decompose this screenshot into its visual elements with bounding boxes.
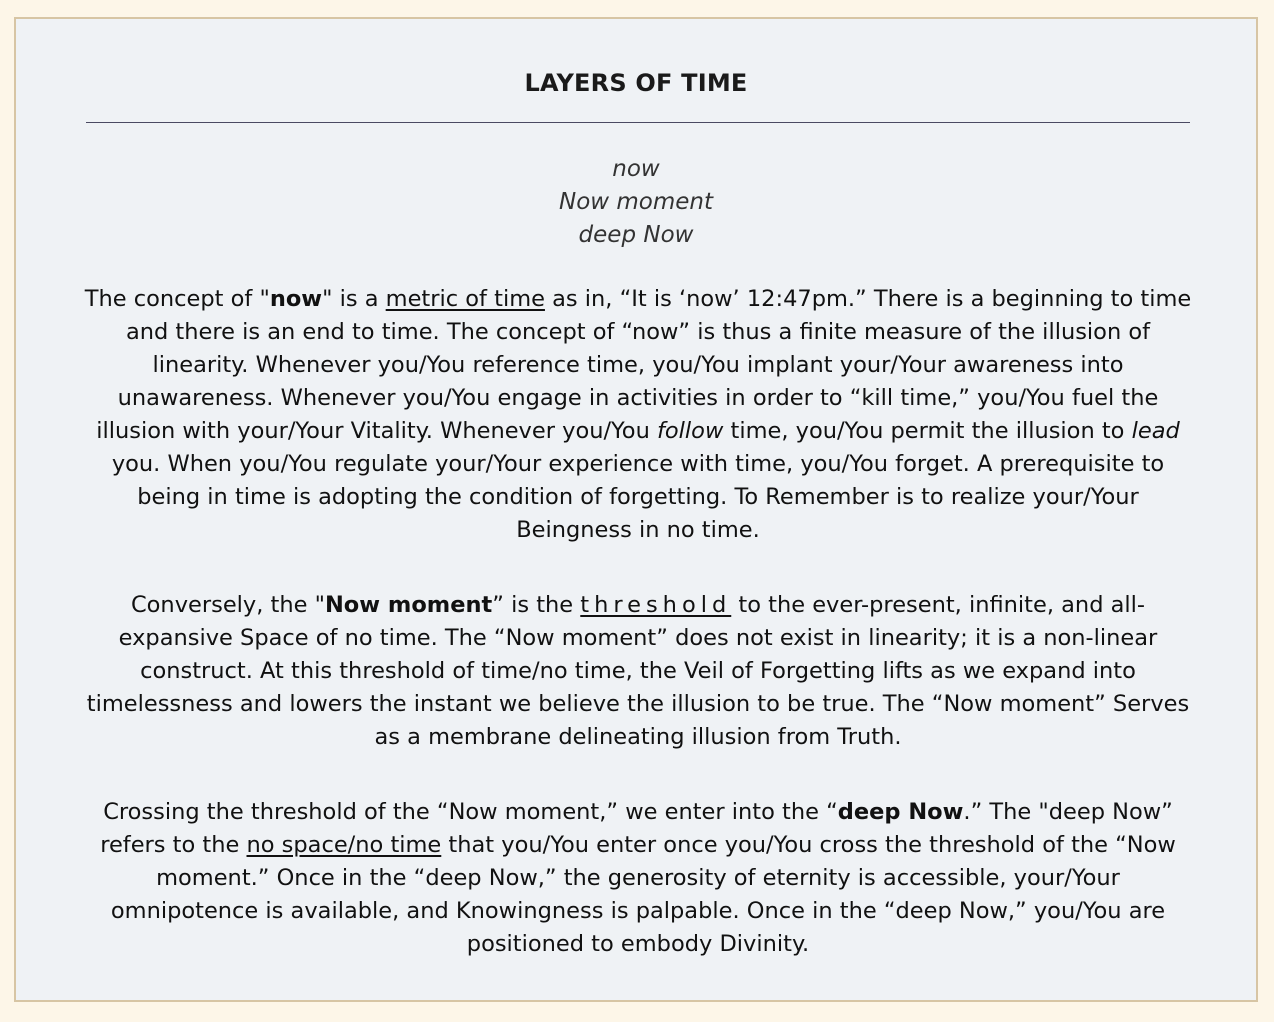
page-title: LAYERS OF TIME: [524, 69, 748, 97]
paragraph-text: .” The "deep Now” refers to the: [100, 799, 1173, 858]
subtitle-deep-now: deep Now: [578, 222, 694, 248]
paragraph-text: The concept of ": [84, 286, 270, 312]
paragraph-text: Crossing the threshold of the “Now moment,” we enter into the “: [103, 799, 838, 825]
paragraph-text: ” is the: [492, 592, 581, 618]
bold-term-now: now: [269, 286, 323, 312]
italic-word-lead: lead: [1131, 418, 1180, 444]
paragraph-now-moment: [82, 589, 1194, 754]
italic-word-follow: follow: [656, 418, 724, 444]
paragraph-text: " is a: [322, 286, 386, 312]
paragraph-text: that you/You enter once you/You cross the threshold of the “Now moment.” Once in the “deep Now,” the generosity of eternity is accessible, your/Your omnipotence is available, and Knowingness is palpable. Once in the “deep Now,” you/You are positioned to embody Divinity.: [110, 832, 1176, 957]
subtitle-list: [16, 153, 1256, 252]
paragraph-text: to the ever-present, infinite, and all-expansive Space of no time. The “Now moment” does not exist in linearity; it is a non-linear construct. At this threshold of time/no time, the Veil of Forgetting lifts as we expand into timelessness and lowers the instant we believe the illusion to be true. The “Now moment” Serves as a membrane delineating illusion from Truth.: [86, 592, 1190, 750]
title-divider: [86, 122, 1190, 123]
paragraph-text: time, you/You permit the illusion to: [723, 418, 1132, 444]
paragraph-deep-now: [82, 796, 1194, 961]
paragraph-text: you. When you/You regulate your/Your experience with time, you/You forget. A prerequisite to being in time is adopting the condition of forgetting. To Remember is to realize your/Your Beingness in no time.: [111, 451, 1165, 543]
content-card: [14, 17, 1258, 1002]
underlined-word-threshold: threshold: [580, 592, 732, 618]
body-text: [82, 283, 1194, 1003]
bold-term-deep-now: deep Now: [837, 799, 964, 825]
underlined-phrase-no-space-no-time: no space/no time: [246, 832, 442, 858]
paragraph-text: as in, “It is ‘now’ 12:47pm.” There is a beginning to time and there is an end to time. The concept of “now” is thus a finite measure of the illusion of linearity. Whenever you/You reference time, you/You implant your/Your awareness into unawareness. Whenever you/You engage in activities in order to “kill time,” you/You fuel the illusion with your/Your Vitality. Whenever you/You: [96, 286, 1192, 444]
subtitle-now: now: [612, 156, 660, 182]
bold-term-now-moment: Now moment: [324, 592, 493, 618]
subtitle-now-moment: Now moment: [558, 189, 714, 215]
paragraph-now: [82, 283, 1194, 547]
underlined-phrase-metric-of-time: metric of time: [385, 286, 545, 312]
paragraph-text: Conversely, the ": [130, 592, 325, 618]
